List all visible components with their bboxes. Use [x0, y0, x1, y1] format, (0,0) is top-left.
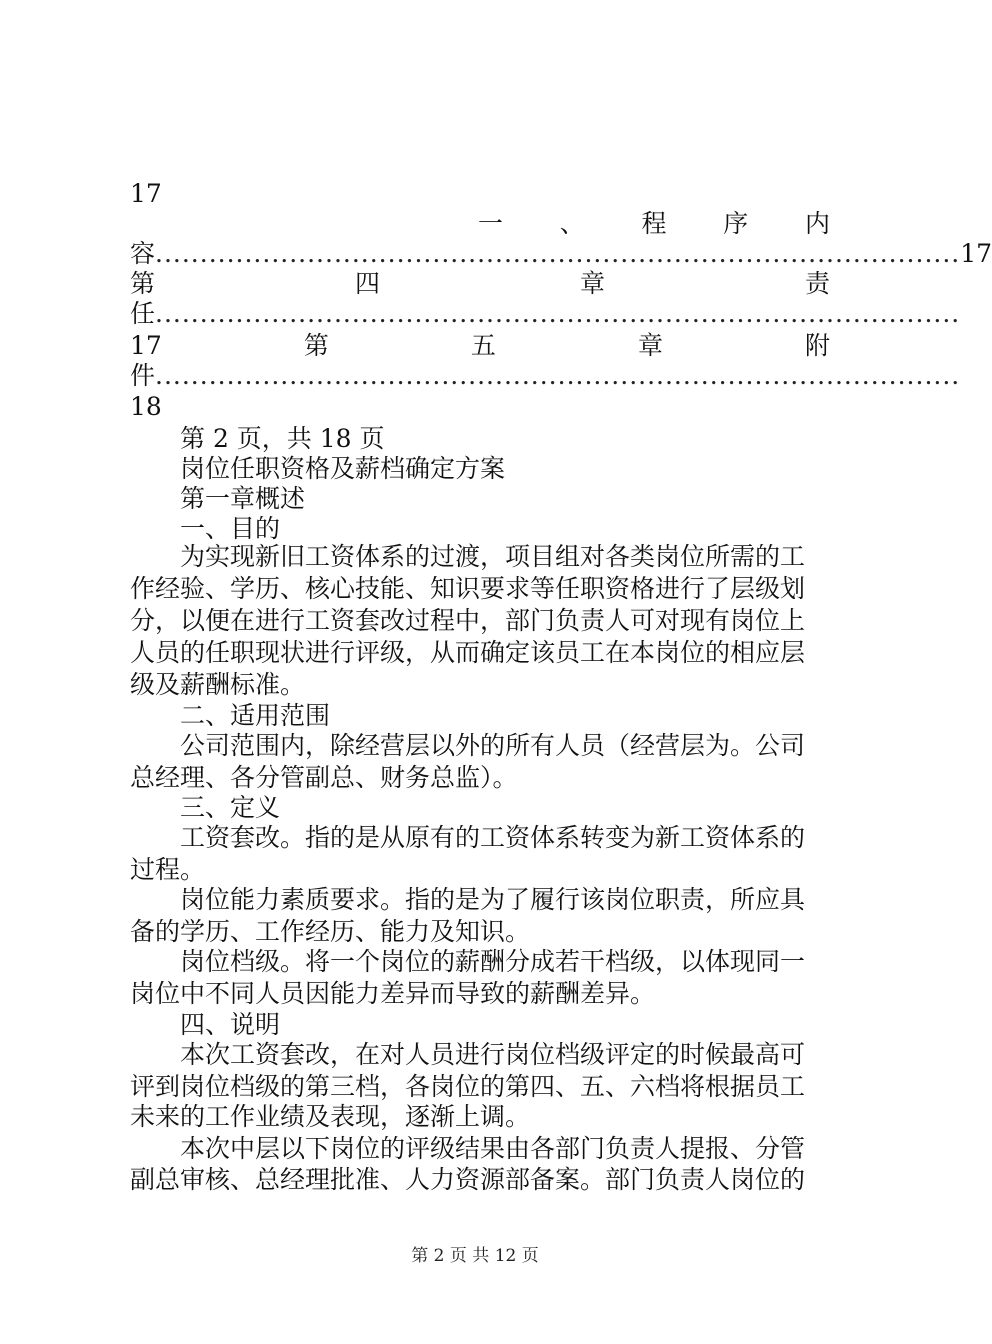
- paragraph-line: 岗位能力素质要求。指的是为了履行该岗位职责，所应具: [180, 885, 806, 914]
- toc-page-number: 17: [130, 331, 162, 360]
- section-heading: 四、说明: [180, 1010, 281, 1039]
- document-title: 岗位任职资格及薪档确定方案: [180, 454, 506, 483]
- toc-char: 第: [130, 269, 156, 298]
- toc-row-4: [130, 298, 961, 329]
- toc-row-5: [130, 330, 830, 361]
- paragraph-line: 为实现新旧工资体系的过渡，项目组对各类岗位所需的工: [180, 542, 806, 571]
- paragraph-line: 工资套改。指的是从原有的工资体系转变为新工资体系的: [180, 823, 806, 852]
- paragraph-line: 评到岗位档级的第三档，各岗位的第四、五、六档将根据员工: [130, 1072, 806, 1101]
- page-marker: 第 2 页，共 18 页: [180, 424, 385, 453]
- toc-char: 章: [637, 331, 663, 360]
- toc-leader-dots: ..........................................................................................: [155, 239, 961, 268]
- section-heading: 二、适用范围: [180, 701, 331, 730]
- toc-title: 任: [130, 299, 156, 328]
- section-heading: 三、定义: [180, 793, 281, 822]
- paragraph-line: 副总审核、总经理批准、人力资源部备案。部门负责人岗位的: [130, 1165, 806, 1194]
- toc-leader-dots: ..........................................................................................: [155, 361, 961, 390]
- paragraph-line: 本次工资套改，在对人员进行岗位档级评定的时候最高可: [180, 1040, 806, 1069]
- toc-char: 章: [579, 269, 605, 298]
- paragraph-line: 备的学历、工作经历、能力及知识。: [130, 917, 531, 946]
- toc-char: 一: [478, 209, 504, 238]
- toc-page-number: 18: [130, 392, 162, 421]
- toc-row-3: [130, 268, 830, 299]
- toc-title: 件: [130, 361, 156, 390]
- paragraph-line: 公司范围内，除经营层以外的所有人员（经营层为。公司: [180, 731, 806, 760]
- toc-row-1: [130, 208, 830, 239]
- page-footer: 第 2 页 共 12 页: [411, 1246, 539, 1266]
- toc-char: 程: [641, 209, 667, 238]
- toc-char: 内: [804, 209, 830, 238]
- section-heading: 一、目的: [180, 514, 281, 543]
- toc-char: 责: [804, 269, 830, 298]
- toc-char: 附: [804, 331, 830, 360]
- toc-char: 、: [559, 209, 585, 238]
- toc-char: 五: [470, 331, 496, 360]
- toc-title: 容: [130, 239, 156, 268]
- toc-char: 四: [354, 269, 380, 298]
- paragraph-line: 本次中层以下岗位的评级结果由各部门负责人提报、分管: [180, 1134, 806, 1163]
- paragraph-line: 总经理、各分管副总、财务总监）。: [130, 763, 518, 792]
- paragraph-line: 分，以便在进行工资套改过程中，部门负责人可对现有岗位上: [130, 606, 806, 635]
- paragraph-line: 岗位中不同人员因能力差异而导致的薪酬差异。: [130, 979, 656, 1008]
- toc-char: 第: [303, 331, 329, 360]
- paragraph-line: 岗位档级。将一个岗位的薪酬分成若干档级，以体现同一: [180, 947, 806, 976]
- paragraph-line: 级及薪酬标准。: [130, 670, 306, 699]
- toc-page-number: 17: [960, 239, 992, 268]
- paragraph-line: 未来的工作业绩及表现，逐渐上调。: [130, 1102, 531, 1131]
- toc-char: 序: [723, 209, 749, 238]
- paragraph-line: 人员的任职现状进行评级，从而确定该员工在本岗位的相应层: [130, 638, 806, 667]
- paragraph-line: 作经验、学历、核心技能、知识要求等任职资格进行了层级划: [130, 574, 806, 603]
- chapter-heading: 第一章概述: [180, 484, 306, 513]
- toc-page-number: 17: [130, 179, 162, 208]
- toc-row-6: [130, 360, 961, 391]
- paragraph-line: 过程。: [130, 855, 206, 884]
- toc-row-2: [130, 238, 992, 269]
- toc-leader-dots: ..........................................................................................: [155, 299, 961, 328]
